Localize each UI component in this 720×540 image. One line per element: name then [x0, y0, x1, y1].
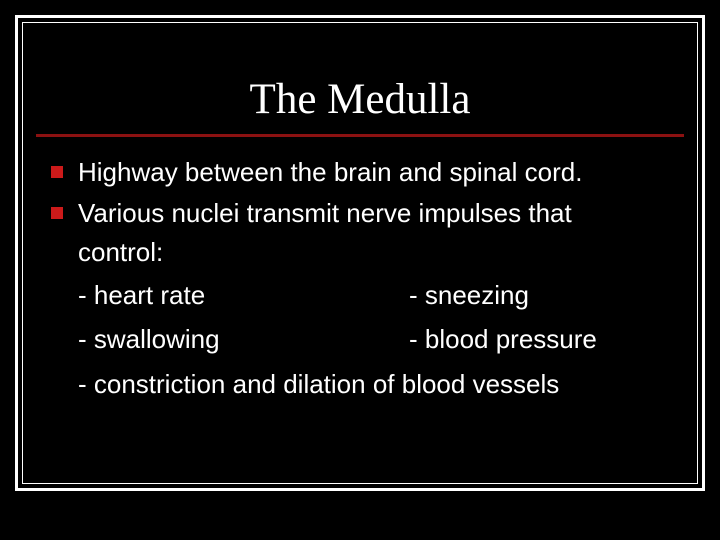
item-swallowing: - swallowing: [78, 324, 220, 354]
bullet-square-icon: [51, 166, 63, 178]
bullet-text-1: Highway between the brain and spinal cord.: [78, 157, 583, 187]
item-heart-rate: - heart rate: [78, 280, 206, 310]
item-blood-pressure: - blood pressure: [409, 324, 597, 354]
title-divider: [36, 134, 684, 137]
bullet-text-2: Various nuclei transmit nerve impulses that: [78, 198, 572, 228]
item-constriction-dilation: - constriction and dilation of blood vessels: [78, 369, 560, 399]
slide-title: The Medulla: [249, 76, 471, 123]
bullet-square-icon: [51, 207, 63, 219]
item-sneezing: - sneezing: [409, 280, 529, 310]
bullet-text-2-continuation: control:: [78, 237, 164, 267]
